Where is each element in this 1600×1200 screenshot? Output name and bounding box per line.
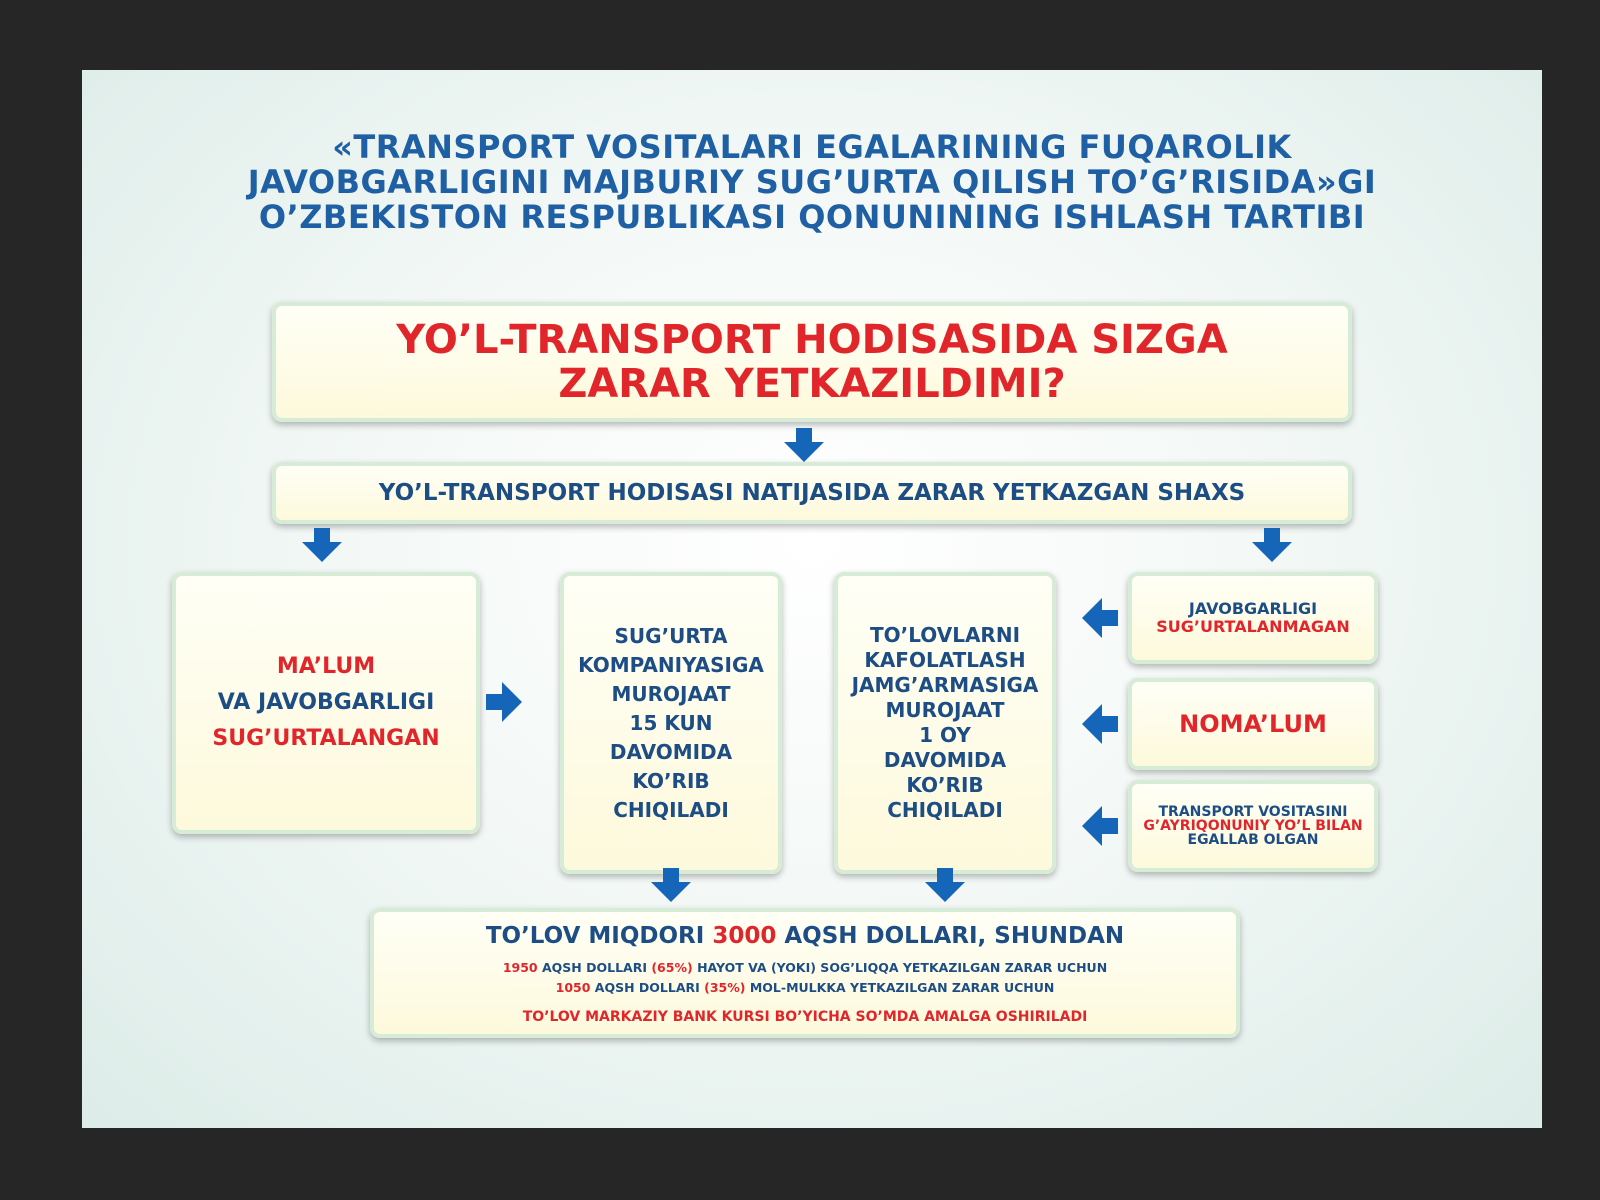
- arrow-culprit-to-known: [302, 542, 342, 562]
- insurer-line: DAVOMIDA: [609, 739, 733, 764]
- insurer-line: KOMPANIYASIGA: [578, 652, 764, 677]
- uninsured-line-1: JAVOBGARLIGI: [1188, 599, 1318, 618]
- insurer-line: SUG’URTA: [614, 623, 728, 648]
- payment-note: TO’LOV MARKAZIY BANK KURSI BO’YICHA SO’MDA AMALGA OSHIRILADI: [522, 1009, 1088, 1025]
- poster: [82, 70, 1542, 1128]
- fund-line: KAFOLATLASH: [864, 648, 1026, 672]
- uninsured-box: [1128, 572, 1378, 664]
- fund-line: CHIQILADI: [887, 798, 1003, 822]
- arrow-culprit-to-cases: [1252, 542, 1292, 562]
- known-line-3: SUG’URTALANGAN: [212, 726, 440, 751]
- poster-title: [142, 130, 1482, 235]
- property-amount: 1050: [555, 980, 591, 995]
- fund-line: JAMG’ARMASIGA: [851, 673, 1039, 697]
- seized-line-1: TRANSPORT VOSITASINI: [1158, 804, 1348, 820]
- question-line-2: ZARAR YETKAZILDIMI?: [558, 361, 1066, 407]
- arrow-unknown-to-fund: [1082, 704, 1102, 744]
- question-line-1: YO’L-TRANSPORT HODISASIDA SIZGA: [396, 317, 1228, 363]
- property-mid: AQSH DOLLARI: [594, 980, 700, 995]
- seized-line-3: EGALLAB OLGAN: [1187, 832, 1319, 848]
- culprit-box: [272, 462, 1352, 524]
- uninsured-line-2: SUG’URTALANMAGAN: [1156, 617, 1350, 636]
- fund-line: 1 OY: [919, 723, 971, 747]
- health-text: HAYOT VA (YOKI) SOG’LIQQA YETKAZILGAN ZARAR UCHUN: [697, 960, 1108, 975]
- arrow-uninsured-to-fund: [1082, 598, 1102, 638]
- question-box: [272, 302, 1352, 422]
- health-mid: AQSH DOLLARI: [541, 960, 647, 975]
- title-line-1: «TRANSPORT VOSITALARI EGALARINING FUQAROLIK: [332, 128, 1292, 166]
- fund-line: TO’LOVLARNI: [869, 623, 1021, 647]
- insurer-line: MUROJAAT: [611, 681, 731, 706]
- unknown-label: NOMA’LUM: [1179, 710, 1327, 738]
- property-pct: (35%): [704, 980, 746, 995]
- arrow-insurer-to-payment: [651, 882, 691, 902]
- arrow-known-to-insurer: [502, 682, 522, 722]
- guarantee-fund-box: [834, 572, 1056, 874]
- insurer-line: KO’RIB: [632, 768, 710, 793]
- arrow-seized-to-fund: [1082, 806, 1102, 846]
- arrow-question-to-culprit: [784, 442, 824, 462]
- arrow-fund-to-payment: [925, 882, 965, 902]
- known-insured-box: [172, 572, 480, 834]
- fund-line: KO’RIB: [906, 773, 984, 797]
- payment-total: [486, 920, 1124, 952]
- payment-amount: 3000: [712, 923, 777, 949]
- unknown-box: [1128, 678, 1378, 770]
- insurer-line: CHIQILADI: [613, 797, 729, 822]
- seized-line-2: G’AYRIQONUNIY YO’L BILAN: [1143, 818, 1363, 834]
- title-line-2: JAVOBGARLIGINI MAJBURIY SUG’URTA QILISH TO’G’RISIDA»GI: [247, 163, 1377, 201]
- known-line-1: MA’LUM: [276, 654, 376, 679]
- fund-line: MUROJAAT: [885, 698, 1005, 722]
- payment-property-line: [556, 978, 1055, 998]
- payment-health-line: [503, 958, 1107, 978]
- property-text: MOL-MULKKA YETKAZILGAN ZARAR UCHUN: [749, 980, 1055, 995]
- payment-prefix: TO’LOV MIQDORI: [485, 923, 705, 949]
- title-line-3: O’ZBEKISTON RESPUBLIKASI QONUNINING ISHLASH TARTIBI: [258, 198, 1366, 236]
- payment-box: [370, 908, 1240, 1038]
- fund-line: DAVOMIDA: [883, 748, 1007, 772]
- health-pct: (65%): [651, 960, 693, 975]
- insurer-box: [560, 572, 782, 874]
- seized-box: [1128, 780, 1378, 872]
- health-amount: 1950: [502, 960, 538, 975]
- insurer-line: 15 KUN: [629, 710, 713, 735]
- culprit-label: YO’L-TRANSPORT HODISASI NATIJASIDA ZARAR YETKAZGAN SHAXS: [378, 480, 1246, 506]
- payment-suffix: AQSH DOLLARI, SHUNDAN: [784, 923, 1125, 949]
- known-line-2: VA JAVOBGARLIGI: [217, 690, 435, 715]
